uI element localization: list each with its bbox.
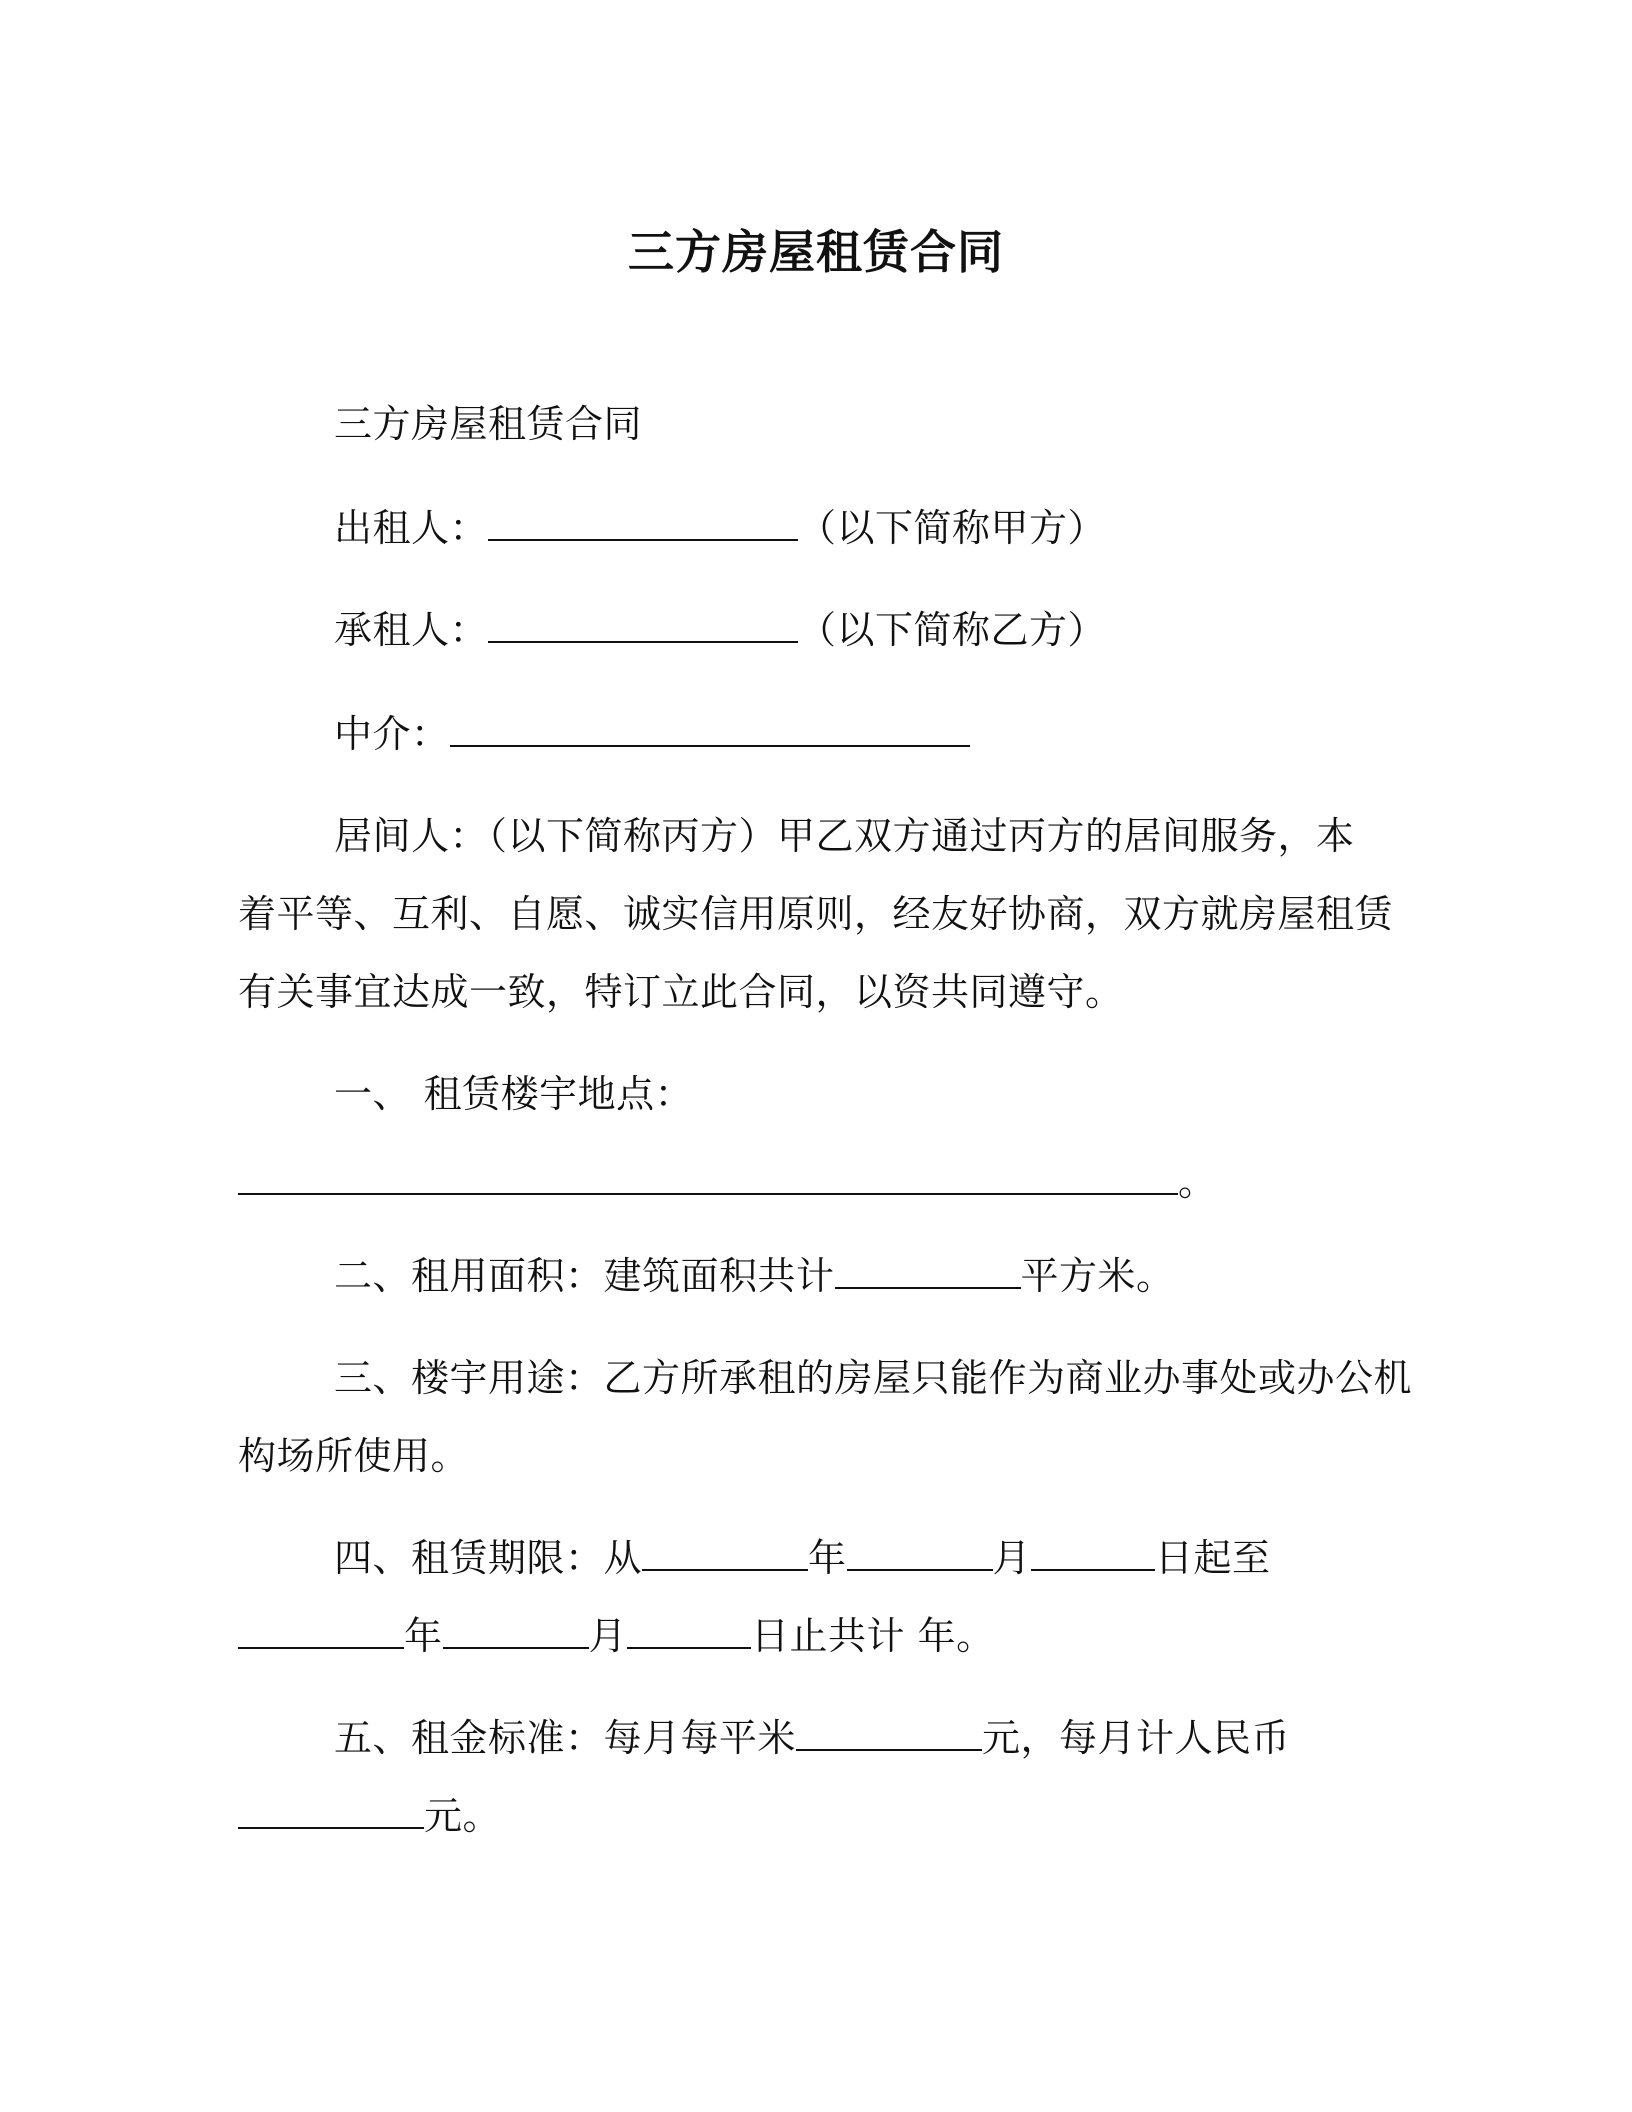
agent-label: 中介： (334, 712, 450, 756)
clause-2-unit: 平方米。 (1020, 1254, 1175, 1298)
intro-line-3: 有关事宜达成一致，特订立此合同，以资共同遵守。 (238, 970, 1124, 1014)
start-day-blank (1031, 1539, 1155, 1571)
start-month-blank (847, 1539, 993, 1571)
lessor-line (334, 506, 1106, 550)
price-per-sqm-blank (796, 1719, 982, 1751)
document-title: 三方房屋租赁合同 (628, 225, 1004, 279)
clause-2-line (334, 1254, 1175, 1298)
start-day-unit: 日起至 (1155, 1536, 1271, 1580)
clause-2-label: 二、租用面积：建筑面积共计 (334, 1254, 835, 1298)
agent-blank (450, 715, 970, 747)
address-blank (238, 1163, 1178, 1195)
clause-5-line-2 (238, 1794, 501, 1838)
lessor-suffix: （以下简称甲方） (798, 506, 1107, 550)
lessor-blank (488, 509, 798, 541)
lessor-label: 出租人： (334, 506, 489, 550)
end-day-blank (627, 1617, 751, 1649)
clause-3-line-1: 三、楼宇用途：乙方所承租的房屋只能作为商业办事处或办公机 (334, 1356, 1413, 1400)
lessee-suffix: （以下简称乙方） (798, 608, 1107, 652)
clause-5-end: 元。 (424, 1794, 502, 1838)
area-blank (835, 1257, 1021, 1289)
clause-1-label: 一、 租赁楼宇地点： (334, 1072, 694, 1116)
end-year-blank (238, 1617, 404, 1649)
lessee-blank (488, 611, 798, 643)
clause-5-mid: 元，每月计人民币 (982, 1716, 1291, 1760)
end-month-unit: 月 (588, 1614, 628, 1658)
document-subtitle: 三方房屋租赁合同 (334, 402, 643, 446)
monthly-rent-blank (238, 1797, 424, 1829)
start-year-blank (642, 1539, 808, 1571)
clause-4-line-2 (238, 1614, 995, 1658)
intro-line-1: 居间人：（以下简称丙方）甲乙双方通过丙方的居间服务，本 (334, 814, 1355, 858)
clause-5-label: 五、租金标准：每月每平米 (334, 1716, 797, 1760)
start-year-unit: 年 (808, 1536, 847, 1580)
clause-1-address (238, 1160, 1217, 1204)
lessee-label: 承租人： (334, 608, 489, 652)
clause-4-line-1 (334, 1536, 1271, 1580)
end-year-unit: 年 (404, 1614, 443, 1658)
agent-line (334, 712, 970, 756)
end-month-blank (443, 1617, 589, 1649)
clause-4-label: 四、租赁期限：从 (334, 1536, 643, 1580)
clause-5-line-1 (334, 1716, 1290, 1760)
intro-line-2: 着平等、互利、自愿、诚实信用原则，经友好协商，双方就房屋租赁 (238, 892, 1394, 936)
end-day-unit: 日止共计 年。 (751, 1614, 995, 1658)
lessee-line (334, 608, 1106, 652)
start-month-unit: 月 (992, 1536, 1032, 1580)
clause-1-end: 。 (1178, 1160, 1217, 1204)
clause-3-line-2: 构场所使用。 (238, 1434, 470, 1478)
